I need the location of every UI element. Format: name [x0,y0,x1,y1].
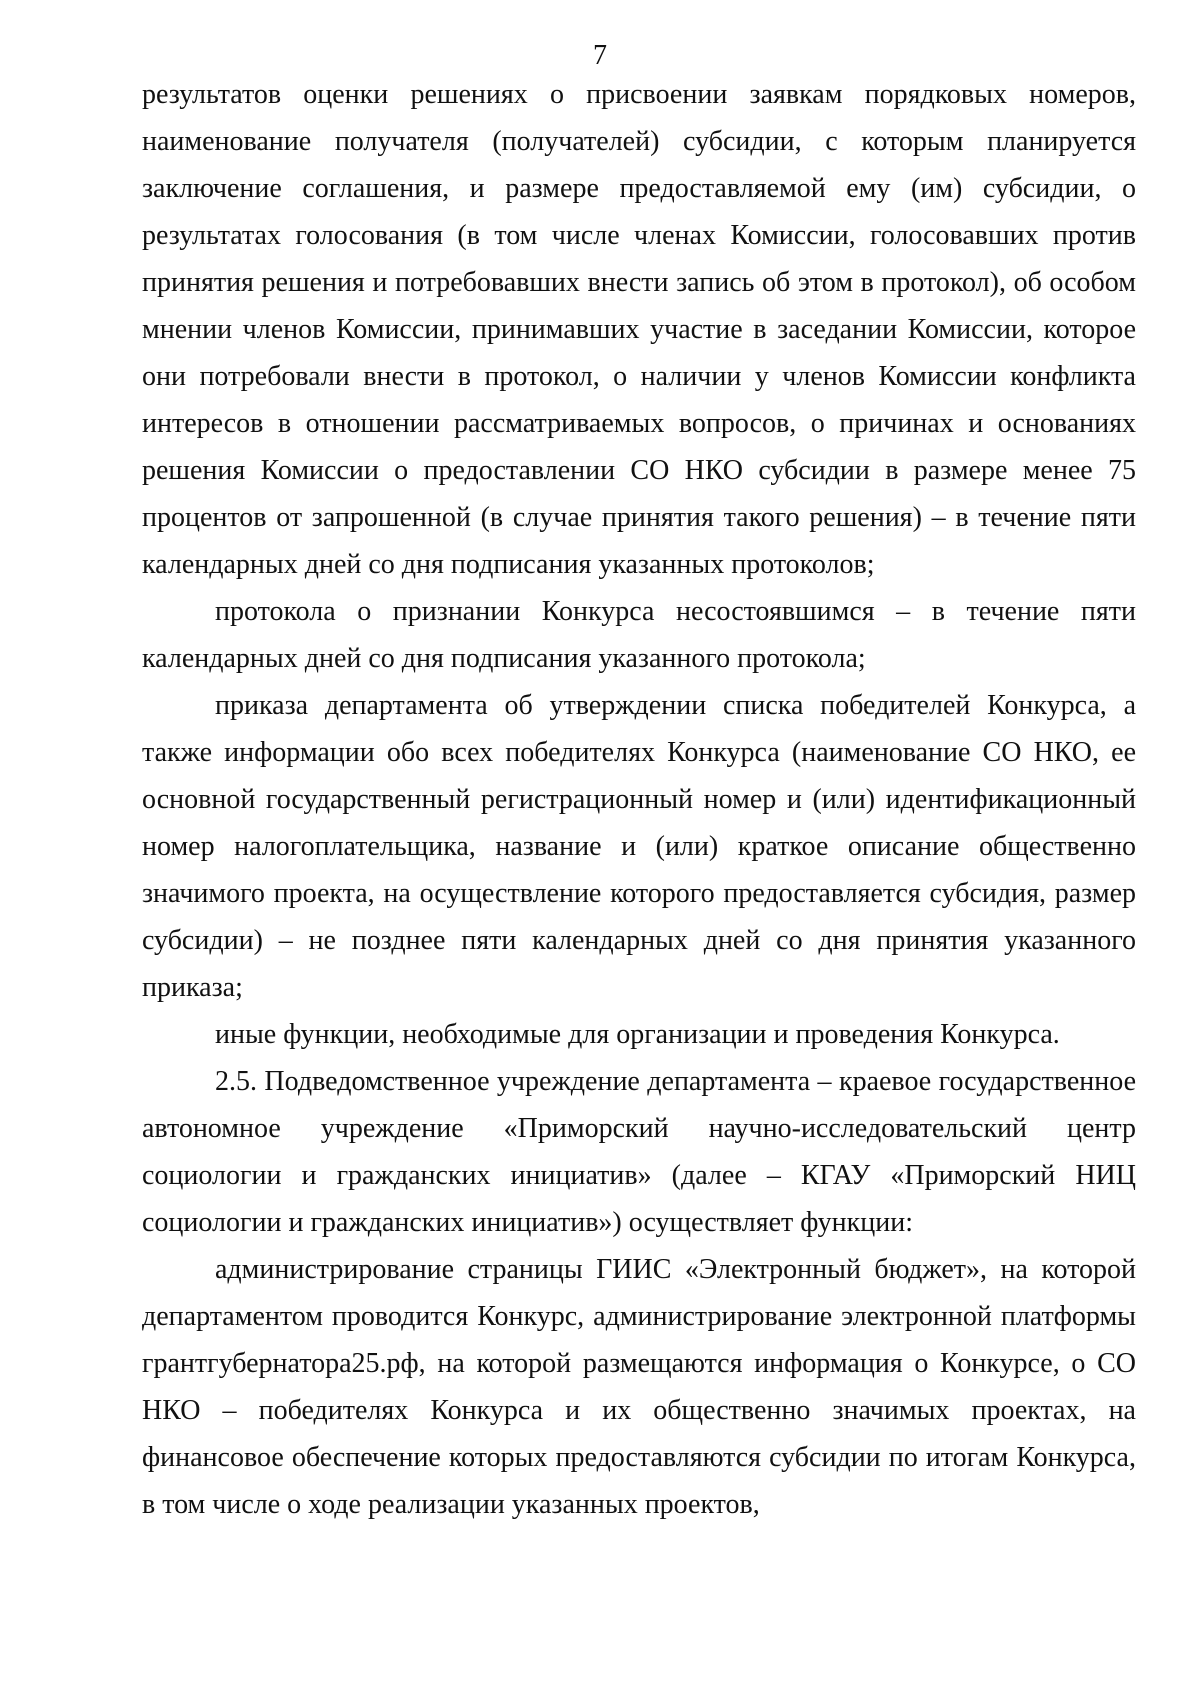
paragraph-protocol-failed-contest: протокола о признании Конкурса несостоявшимся – в течение пяти календарных дней со дня подписания указанного протокола; [142,596,1136,674]
paragraph-administration: администрирование страницы ГИИС «Электронный бюджет», на которой департаментом проводится Конкурс, администрирование электронной платформы грантгубернатора25.рф, на которой размещаются информация о Конкурсе, о СО НКО – победителях Конкурса и их общественно значимых проектах, на финансовое обеспечение которых предоставляются субсидии по итогам Конкурса, в том числе о ходе реализации указанных проектов, [142,1254,1136,1520]
page-number: 7 [593,40,607,71]
paragraph-continuation: результатов оценки решениях о присвоении заявкам порядковых номеров, наименование получателя (получателей) субсидии, с которым планируется заключение соглашения, и размере предоставляемой ему (им) субсидии, о результатах голосования (в том числе членах Комиссии, голосовавших против принятия решения и потребовавших внести запись об этом в протокол), об особом мнении членов Комиссии, принимавших участие в заседании Комиссии, которое они потребовали внести в протокол, о наличии у членов Комиссии конфликта интересов в отношении рассматриваемых вопросов, о причинах и основаниях решения Комиссии о предоставлении СО НКО субсидии в размере менее 75 процентов от запрошенной (в случае принятия такого решения) – в течение пяти календарных дней со дня подписания указанных протоколов; [142,79,1136,580]
paragraph-section-2-5: 2.5. Подведомственное учреждение департамента – краевое государственное автономное учреждение «Приморский научно-исследовательский центр социологии и гражданских инициатив» (далее – КГАУ «Приморский НИЦ социологии и гражданских инициатив») осуществляет функции: [142,1066,1136,1238]
paragraph-winners-order: приказа департамента об утверждении списка победителей Конкурса, а также информации обо всех победителях Конкурса (наименование СО НКО, ее основной государственный регистрационный номер и (или) идентификационный номер налогоплательщика, название и (или) краткое описание общественно значимого проекта, на осуществление которого предоставляется субсидия, размер субсидии) – не позднее пяти календарных дней со дня принятия указанного приказа; [142,690,1136,1003]
document-body [142,71,1136,1528]
paragraph-other-functions: иные функции, необходимые для организации и проведения Конкурса. [215,1019,1060,1050]
